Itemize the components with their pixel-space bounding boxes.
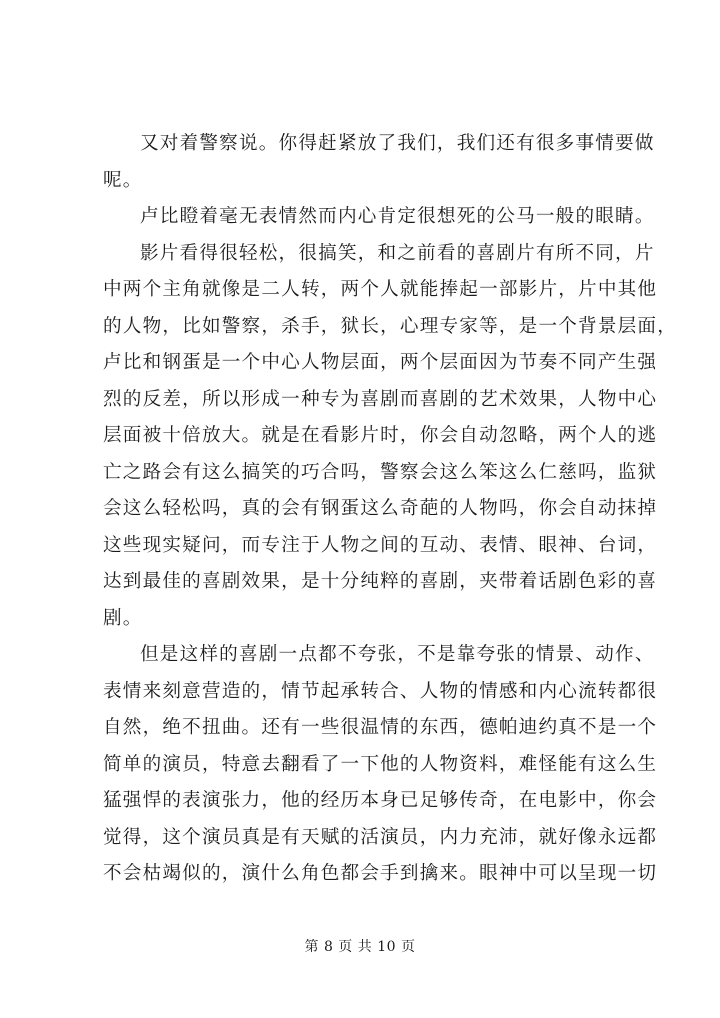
document-body — [103, 126, 678, 893]
text-line: 层面被十倍放大。就是在看影片时，你会自动忽略，两个人的逃 — [103, 425, 658, 446]
text-line: 呢。 — [103, 169, 143, 191]
text-line: 亡之路会有这么搞笑的巧合吗，警察会这么笨这么仁慈吗，监狱 — [103, 461, 658, 483]
paragraph-3 — [103, 236, 678, 638]
text-line: 自然，绝不扭曲。还有一些很温情的东西，德帕迪约真不是一个 — [103, 717, 658, 738]
text-line: 的人物，比如警察，杀手，狱长，心理专家等，是一个背景层面， — [103, 315, 678, 337]
paragraph-4 — [103, 637, 658, 893]
text-line: 剧。 — [103, 607, 143, 629]
text-line: 中两个主角就像是二人转，两个人就能捧起一部影片，片中其他 — [103, 279, 658, 300]
page-number-footer: 第 8 页 共 10 页 — [304, 939, 416, 955]
text-line: 不会枯竭似的，演什么角色都会手到擒来。眼神中可以呈现一切 — [103, 863, 658, 884]
text-line: 又对着警察说。你得赶紧放了我们，我们还有很多事情要做 — [140, 133, 655, 154]
paragraph-1 — [103, 126, 655, 199]
text-line: 影片看得很轻松，很搞笑，和之前看的喜剧片有所不同，片 — [140, 242, 655, 264]
text-line: 这些现实疑问，而专注于人物之间的互动、表情、眼神、台词， — [103, 534, 658, 556]
text-line: 觉得，这个演员真是有天赋的活演员，内力充沛，就好像永远都 — [103, 826, 658, 848]
text-line: 会这么轻松吗，真的会有钢蛋这么奇葩的人物吗，你会自动抹掉 — [103, 498, 658, 519]
paragraph-2 — [103, 199, 655, 236]
text-line: 猛强悍的表演张力，他的经历本身已足够传奇，在电影中，你会 — [103, 790, 658, 811]
text-line: 卢比和钢蛋是一个中心人物层面，两个层面因为节奏不同产生强 — [103, 352, 658, 373]
text-line: 但是这样的喜剧一点都不夸张，不是靠夸张的情景、动作、 — [140, 644, 655, 665]
text-line: 卢比瞪着毫无表情然而内心肯定很想死的公马一般的眼睛。 — [140, 206, 655, 227]
text-line: 达到最佳的喜剧效果，是十分纯粹的喜剧，夹带着话剧色彩的喜 — [103, 571, 658, 592]
text-line: 表情来刻意营造的，情节起承转合、人物的情感和内心流转都很 — [103, 680, 658, 702]
text-line: 烈的反差，所以形成一种专为喜剧而喜剧的艺术效果，人物中心 — [103, 388, 658, 410]
text-line: 简单的演员，特意去翻看了一下他的人物资料，难怪能有这么生 — [103, 753, 658, 775]
